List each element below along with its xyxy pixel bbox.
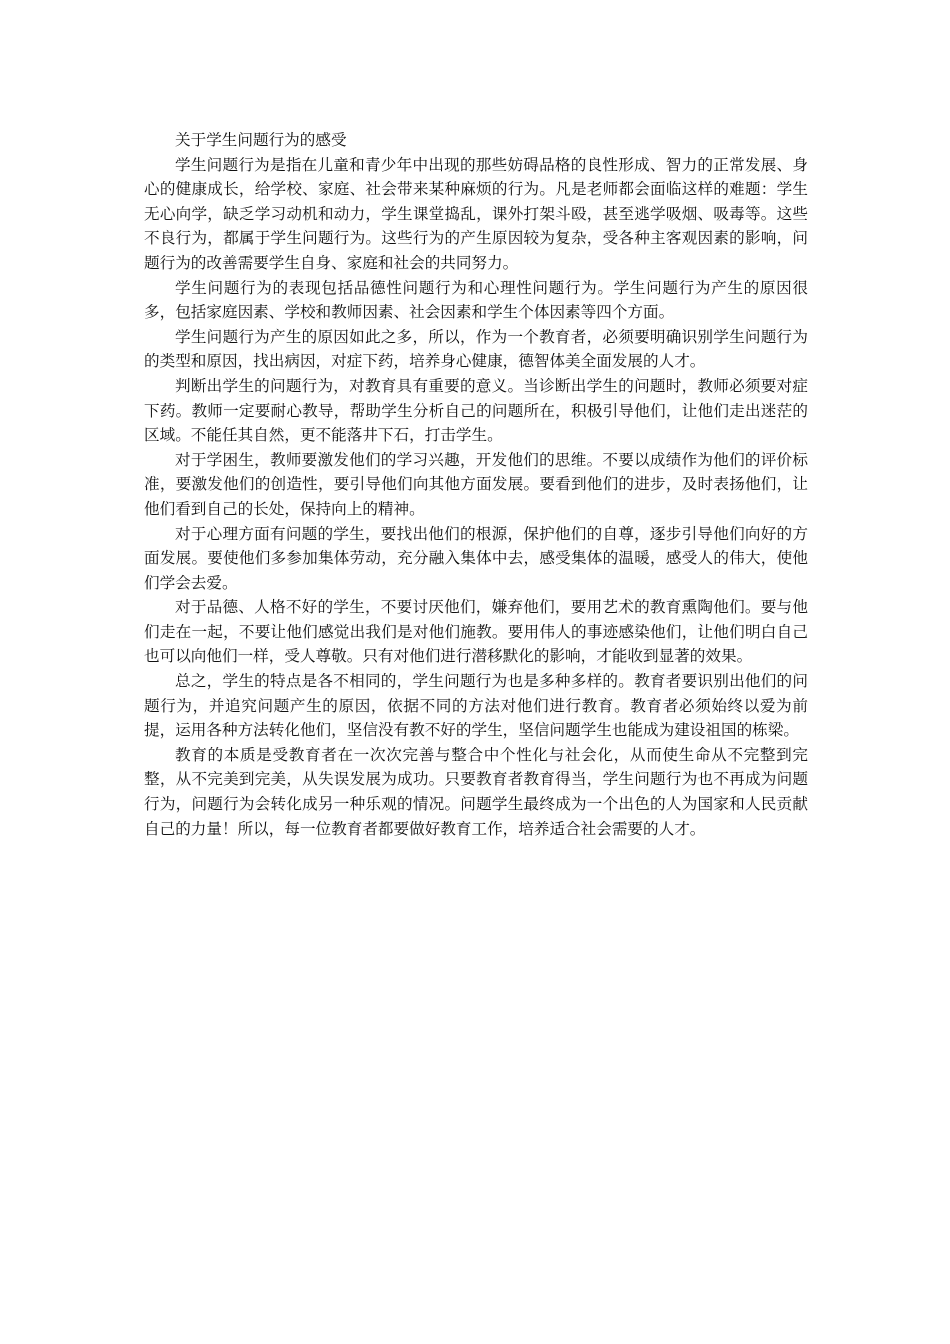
- paragraph-5: 对于学困生，教师要激发他们的学习兴趣，开发他们的思维。不要以成绩作为他们的评价标准，要激发他们的创造性，要引导他们向其他方面发展。要看到他们的进步，及时表扬他们，让他们看到自己的长处，保持向上的精神。: [144, 450, 808, 518]
- paragraph-8: 总之，学生的特点是各不相同的，学生问题行为也是多种多样的。教育者要识别出他们的问题行为，并追究问题产生的原因，依据不同的方法对他们进行教育。教育者必须始终以爱为前提，运用各种方法转化他们，坚信没有教不好的学生，坚信问题学生也能成为建设祖国的栋梁。: [144, 672, 808, 740]
- paragraph-2: 学生问题行为的表现包括品德性问题行为和心理性问题行为。学生问题行为产生的原因很多，包括家庭因素、学校和教师因素、社会因素和学生个体因素等四个方面。: [144, 278, 808, 322]
- document-title: 关于学生问题行为的感受: [175, 131, 347, 149]
- paragraph-6: 对于心理方面有问题的学生，要找出他们的根源，保护他们的自尊，逐步引导他们向好的方面发展。要使他们多参加集体劳动，充分融入集体中去，感受集体的温暖，感受人的伟大，使他们学会去爱。: [144, 524, 808, 592]
- paragraph-7: 对于品德、人格不好的学生，不要讨厌他们，嫌弃他们，要用艺术的教育熏陶他们。要与他们走在一起，不要让他们感觉出我们是对他们施教。要用伟人的事迹感染他们，让他们明白自己也可以向他们一样，受人尊敬。只有对他们进行潜移默化的影响，才能收到显著的效果。: [144, 598, 808, 666]
- paragraph-4: 判断出学生的问题行为，对教育具有重要的意义。当诊断出学生的问题时，教师必须要对症下药。教师一定要耐心教导，帮助学生分析自己的问题所在，积极引导他们，让他们走出迷茫的区域。不能任其自然，更不能落井下石，打击学生。: [144, 376, 808, 445]
- paragraph-1: 学生问题行为是指在儿童和青少年中出现的那些妨碍品格的良性形成、智力的正常发展、身心的健康成长，给学校、家庭、社会带来某种麻烦的行为。凡是老师都会面临这样的难题：学生无心向学，缺乏学习动机和动力，学生课堂捣乱，课外打架斗殴，甚至逃学吸烟、吸毒等。这些不良行为，都属于学生问题行为。这些行为的产生原因较为复杂，受各种主客观因素的影响，问题行为的改善需要学生自身、家庭和社会的共同努力。: [144, 155, 808, 272]
- document-body: [144, 128, 808, 841]
- paragraph-3: 学生问题行为产生的原因如此之多，所以，作为一个教育者，必须要明确识别学生问题行为的类型和原因，找出病因，对症下药，培养身心健康，德智体美全面发展的人才。: [144, 327, 808, 371]
- paragraph-9: 教育的本质是受教育者在一次次完善与整合中个性化与社会化，从而使生命从不完整到完整，从不完美到完美，从失误发展为成功。只要教育者教育得当，学生问题行为也不再成为问题行为，问题行为会转化成另一种乐观的情况。问题学生最终成为一个出色的人为国家和人民贡献自己的力量！所以，每一位教育者都要做好教育工作，培养适合社会需要的人才。: [144, 745, 808, 838]
